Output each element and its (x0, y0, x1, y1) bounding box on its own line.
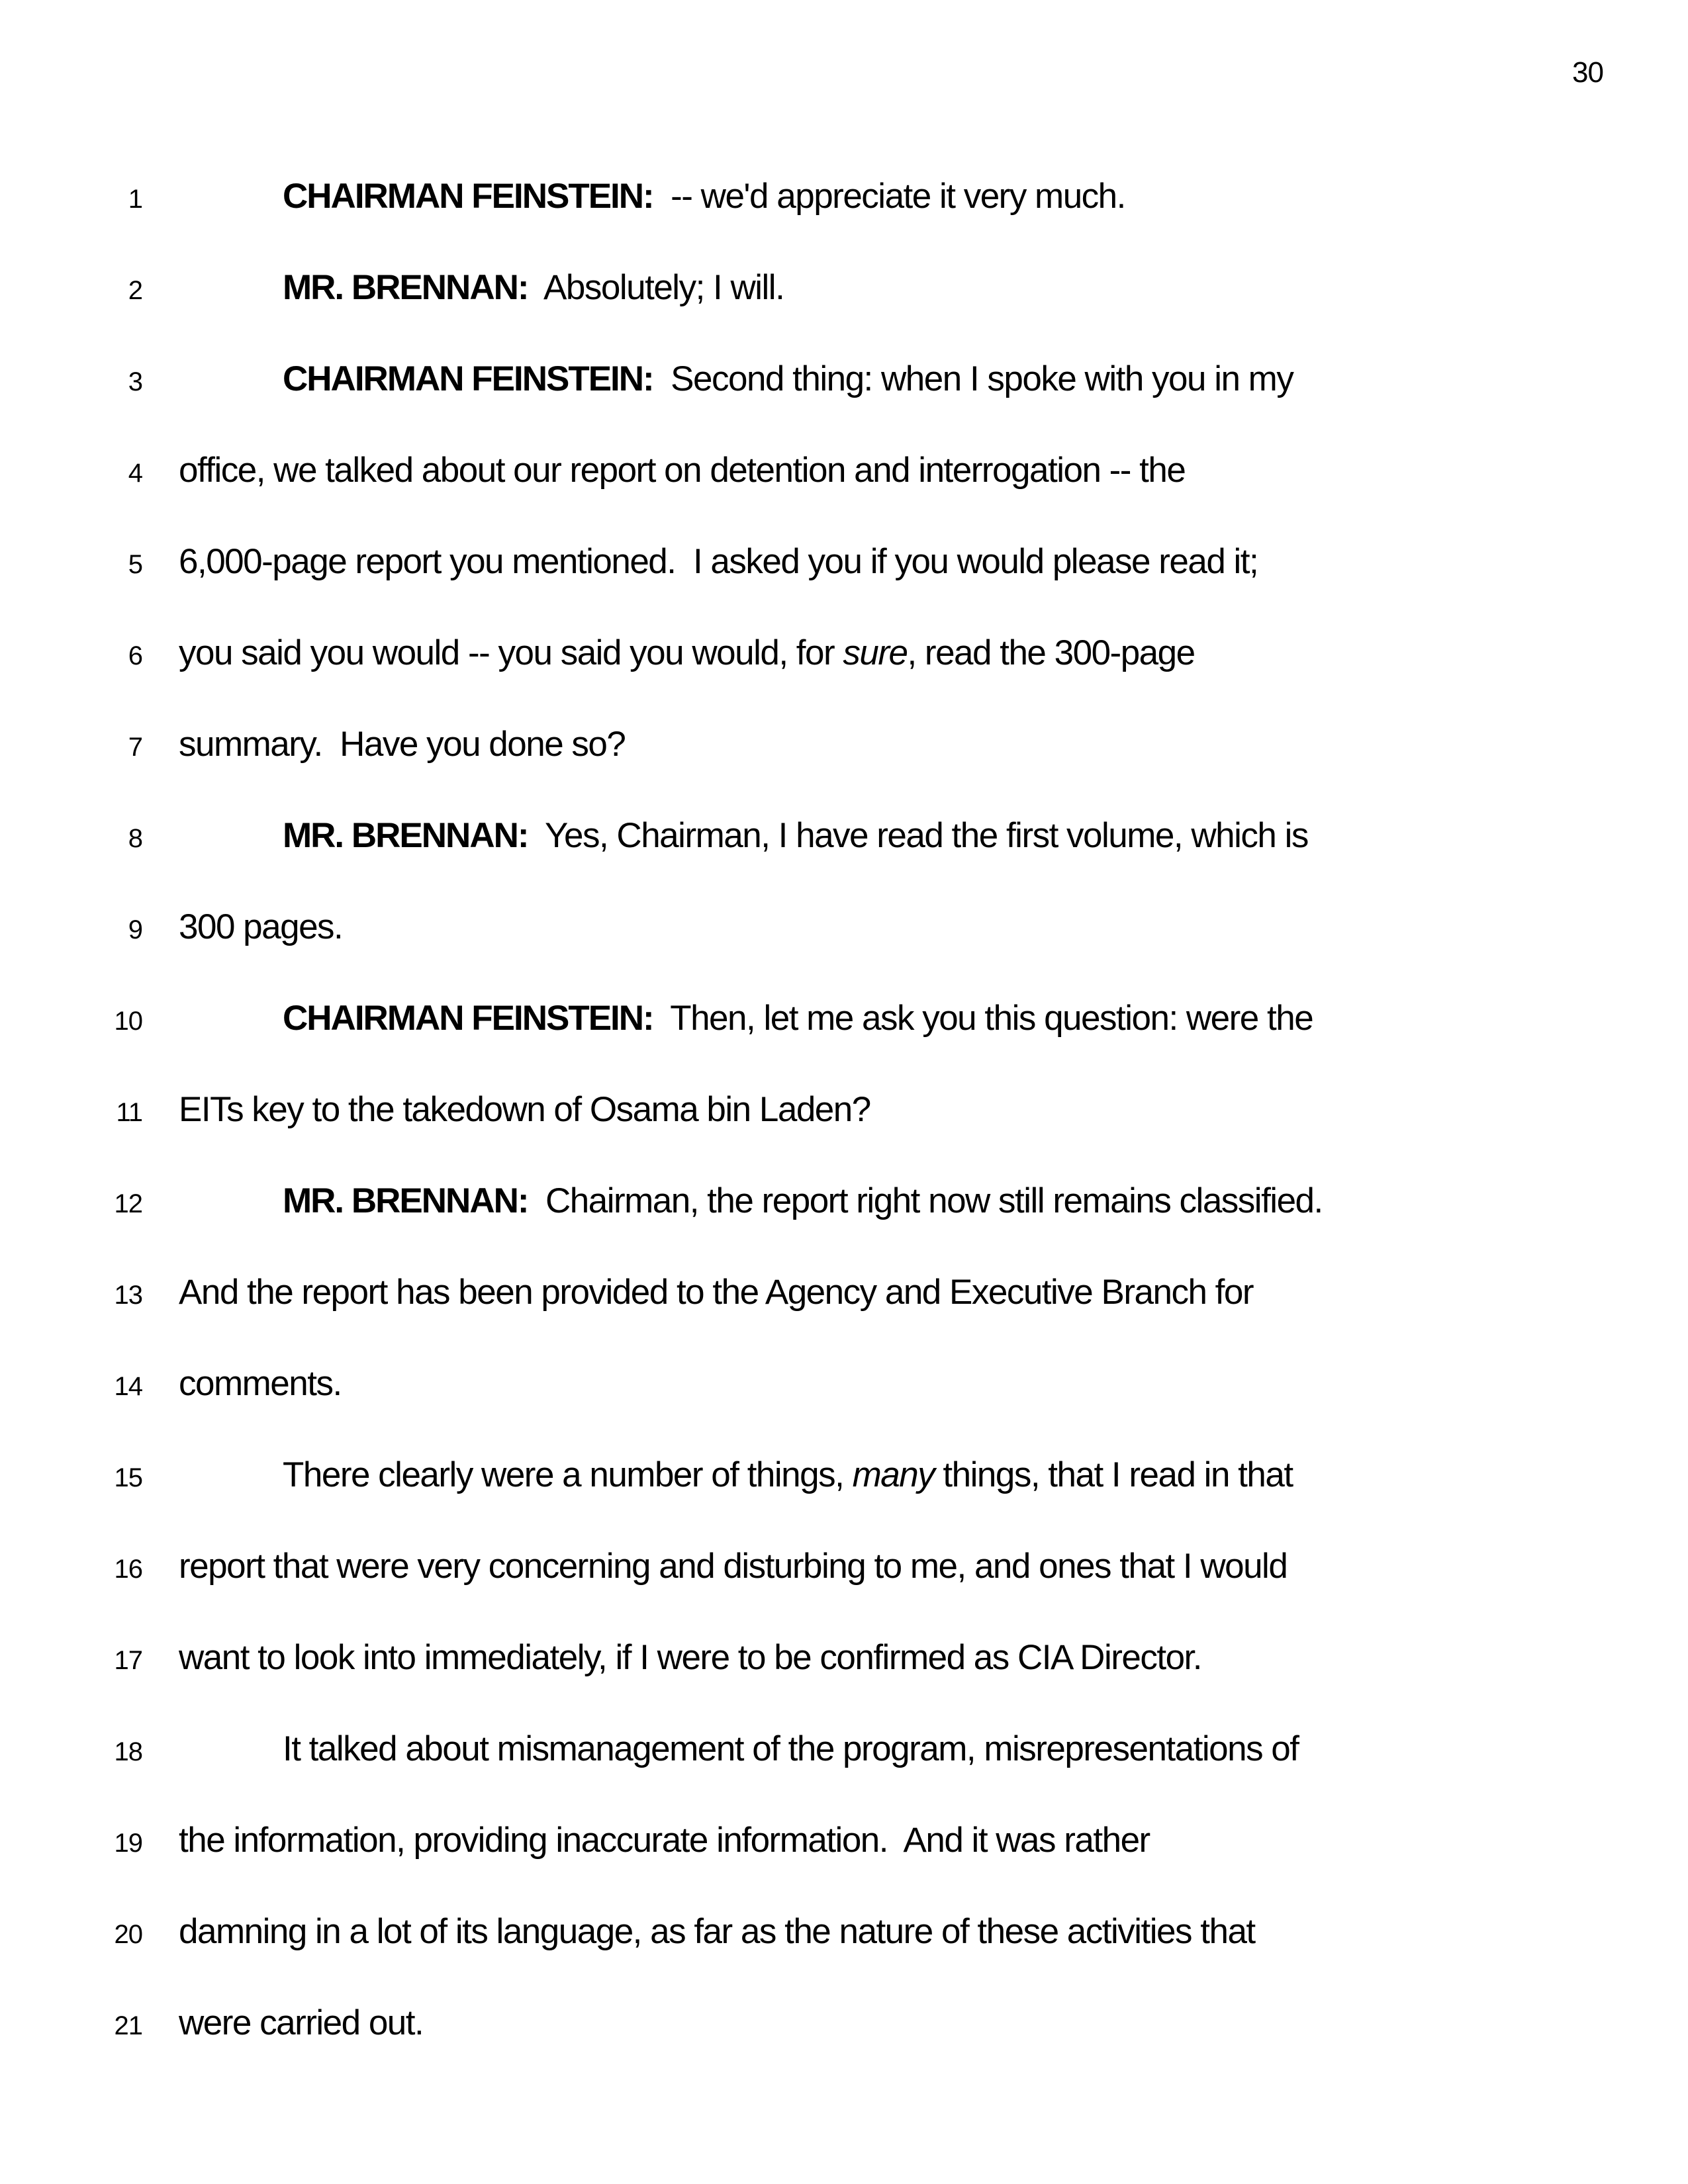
text-segment: many (852, 1455, 935, 1494)
text-segment: , read the 300-page (907, 633, 1195, 672)
text-segment: 6,000-page report you mentioned. I asked you if you would please read it; (179, 542, 1258, 581)
transcript-line (0, 425, 1688, 516)
line-number: 16 (114, 1555, 142, 1584)
line-text (142, 516, 1258, 608)
transcript-line (0, 790, 1688, 882)
line-number: 13 (114, 1281, 142, 1310)
line-text (142, 1064, 870, 1156)
line-number: 5 (128, 550, 142, 579)
line-number: 15 (114, 1463, 142, 1492)
text-segment: sure (843, 633, 908, 672)
line-text (142, 334, 1293, 425)
line-number: 9 (128, 915, 142, 944)
line-text (142, 1795, 1150, 1886)
line-text (142, 1156, 1323, 1247)
transcript-line (0, 1521, 1688, 1612)
line-number: 2 (128, 276, 142, 305)
line-number: 11 (116, 1098, 142, 1127)
line-text (142, 1430, 1293, 1521)
text-segment: Second thing: when I spoke with you in my (653, 359, 1293, 398)
line-text (142, 1521, 1287, 1612)
page-number: 30 (1572, 56, 1603, 89)
line-text (142, 1338, 342, 1430)
line-text (142, 882, 342, 973)
text-segment: -- we'd appreciate it very much. (653, 177, 1125, 216)
text-segment: comments. (179, 1364, 342, 1403)
speaker-name: CHAIRMAN FEINSTEIN: (283, 177, 653, 216)
text-segment: And the report has been provided to the Agency and Executive Branch for (179, 1273, 1254, 1312)
line-number: 20 (114, 1920, 142, 1949)
text-segment: 300 pages. (179, 907, 343, 946)
text-segment: want to look into immediately, if I were to be confirmed as CIA Director. (179, 1638, 1201, 1677)
line-number: 12 (114, 1189, 142, 1218)
transcript-line (0, 151, 1688, 242)
transcript-line (0, 882, 1688, 973)
text-segment: report that were very concerning and disturbing to me, and ones that I would (179, 1547, 1288, 1586)
transcript-line (0, 1430, 1688, 1521)
transcript-body (0, 151, 1688, 2069)
transcript-line (0, 608, 1688, 699)
line-text (142, 973, 1313, 1064)
transcript-line (0, 1247, 1688, 1338)
line-text (142, 608, 1195, 699)
transcript-line (0, 973, 1688, 1064)
text-segment: There clearly were a number of things, (283, 1455, 853, 1494)
transcript-line (0, 1156, 1688, 1247)
line-text (142, 1886, 1255, 1978)
transcript-line (0, 1886, 1688, 1978)
transcript-line (0, 242, 1688, 334)
text-segment: EITs key to the takedown of Osama bin Laden? (179, 1090, 870, 1129)
line-text (142, 1704, 1299, 1795)
transcript-line (0, 1795, 1688, 1886)
text-segment: Yes, Chairman, I have read the first volume, which is (528, 816, 1308, 855)
line-number: 19 (114, 1829, 142, 1858)
line-number: 8 (128, 824, 142, 853)
line-text (142, 1247, 1253, 1338)
transcript-line (0, 1338, 1688, 1430)
transcript-line (0, 516, 1688, 608)
text-segment: you said you would -- you said you would, for (179, 633, 843, 672)
speaker-name: MR. BRENNAN: (283, 268, 528, 307)
line-number: 18 (114, 1737, 142, 1766)
text-segment: the information, providing inaccurate information. And it was rather (179, 1821, 1150, 1860)
line-text (142, 1978, 423, 2069)
speaker-name: MR. BRENNAN: (283, 1181, 528, 1220)
transcript-line (0, 1612, 1688, 1704)
speaker-name: CHAIRMAN FEINSTEIN: (283, 359, 653, 398)
speaker-name: MR. BRENNAN: (283, 816, 528, 855)
text-segment: things, that I read in that (934, 1455, 1293, 1494)
line-text (142, 425, 1185, 516)
text-segment: damning in a lot of its language, as far as the nature of these activities that (179, 1912, 1255, 1951)
text-segment: Then, let me ask you this question: were the (653, 999, 1313, 1038)
text-segment: were carried out. (179, 2003, 424, 2042)
transcript-line (0, 699, 1688, 790)
line-number: 6 (128, 641, 142, 670)
line-number: 14 (114, 1372, 142, 1401)
transcript-line (0, 1704, 1688, 1795)
line-text (142, 790, 1308, 882)
line-number: 10 (114, 1007, 142, 1036)
text-segment: Chairman, the report right now still remains classified. (528, 1181, 1323, 1220)
line-text (142, 151, 1125, 242)
speaker-name: CHAIRMAN FEINSTEIN: (283, 999, 653, 1038)
text-segment: It talked about mismanagement of the program, misrepresentations of (283, 1729, 1299, 1768)
line-text (142, 699, 625, 790)
line-number: 21 (114, 2011, 142, 2040)
text-segment: summary. Have you done so? (179, 725, 626, 764)
line-number: 3 (128, 367, 142, 396)
transcript-line (0, 1064, 1688, 1156)
line-number: 1 (128, 185, 142, 214)
transcript-line (0, 334, 1688, 425)
line-number: 17 (114, 1646, 142, 1675)
line-number: 4 (128, 459, 142, 488)
line-number: 7 (128, 733, 142, 762)
line-text (142, 1612, 1201, 1704)
text-segment: Absolutely; I will. (528, 268, 784, 307)
line-text (142, 242, 784, 334)
text-segment: office, we talked about our report on detention and interrogation -- the (179, 451, 1186, 490)
transcript-line (0, 1978, 1688, 2069)
